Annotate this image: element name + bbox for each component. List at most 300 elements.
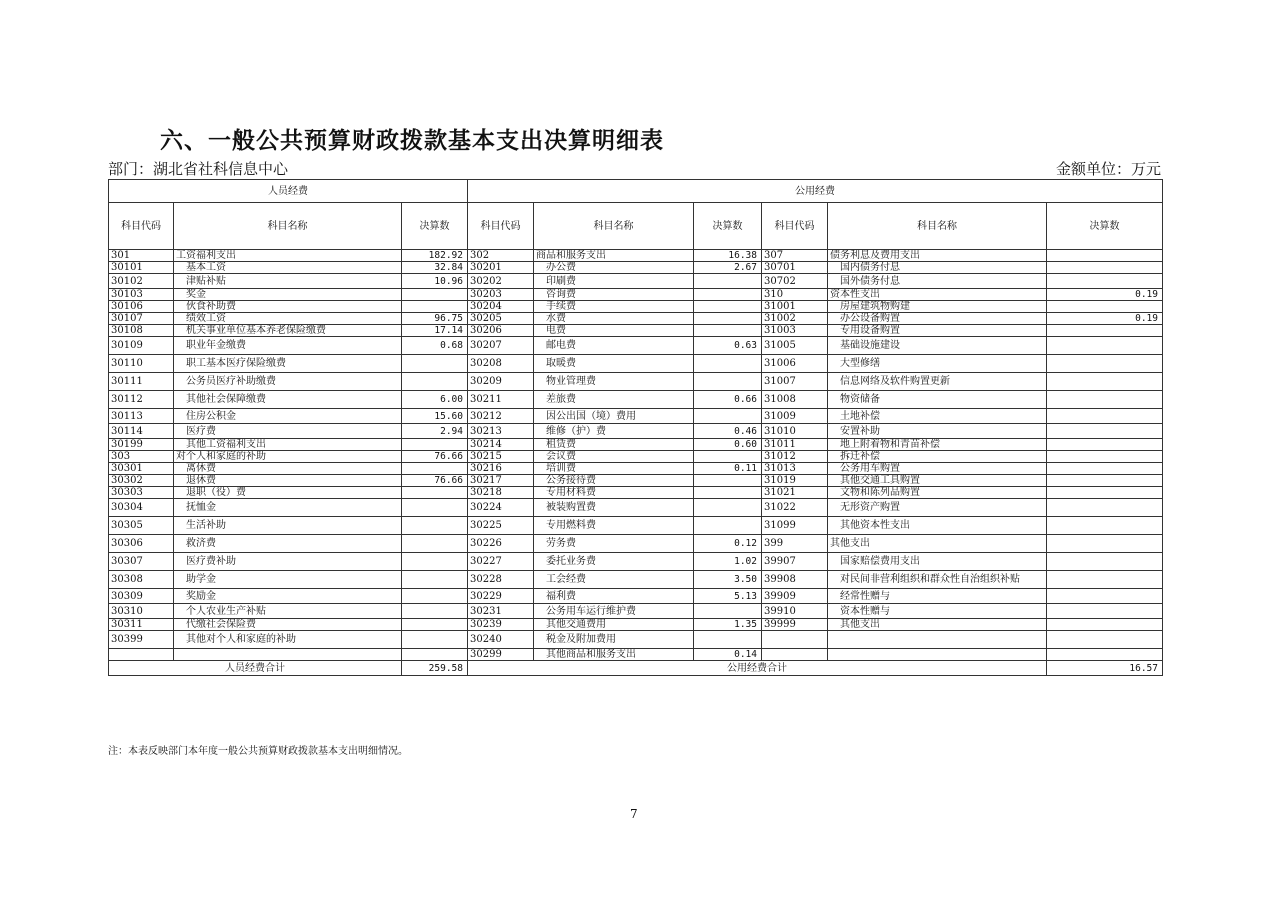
page-number: 7 xyxy=(630,807,638,821)
amount-cell xyxy=(1047,571,1163,589)
item-name-cell: 安置补助 xyxy=(828,424,1047,439)
item-name-cell: 大型修缮 xyxy=(828,355,1047,373)
item-name-cell: 抚恤金 xyxy=(174,499,402,517)
item-name-cell: 委托业务费 xyxy=(534,553,694,571)
item-name-cell: 对个人和家庭的补助 xyxy=(174,451,402,463)
amount-cell xyxy=(694,289,762,301)
table-row xyxy=(109,589,1163,604)
item-name-cell: 资本性赠与 xyxy=(828,604,1047,619)
code-cell xyxy=(762,649,828,661)
code-cell: 30101 xyxy=(109,262,174,274)
code-cell: 30310 xyxy=(109,604,174,619)
code-cell: 30213 xyxy=(468,424,534,439)
amount-cell xyxy=(1047,517,1163,535)
amount-cell xyxy=(1047,409,1163,424)
code-cell: 30216 xyxy=(468,463,534,475)
code-cell: 30212 xyxy=(468,409,534,424)
item-name-cell: 助学金 xyxy=(174,571,402,589)
item-name-cell: 物业管理费 xyxy=(534,373,694,391)
item-name-cell: 医疗费 xyxy=(174,424,402,439)
amount-cell xyxy=(694,487,762,499)
item-name-cell: 物资储备 xyxy=(828,391,1047,409)
code-cell: 30107 xyxy=(109,313,174,325)
col-amount-header: 决算数 xyxy=(694,203,762,250)
table-row xyxy=(109,451,1163,463)
item-name-cell: 会议费 xyxy=(534,451,694,463)
amount-cell xyxy=(1047,535,1163,553)
code-cell: 31008 xyxy=(762,391,828,409)
item-name-cell: 其他交通工具购置 xyxy=(828,475,1047,487)
amount-cell xyxy=(402,571,468,589)
code-cell xyxy=(762,631,828,649)
unit-label: 金额单位：万元 xyxy=(1055,160,1161,178)
amount-cell xyxy=(402,589,468,604)
amount-cell xyxy=(1047,424,1163,439)
amount-cell xyxy=(694,604,762,619)
item-name-cell: 退职（役）费 xyxy=(174,487,402,499)
table-row xyxy=(109,631,1163,649)
item-name-cell: 工会经费 xyxy=(534,571,694,589)
amount-cell xyxy=(402,463,468,475)
amount-cell xyxy=(1047,262,1163,274)
item-name-cell: 退休费 xyxy=(174,475,402,487)
item-name-cell: 公务员医疗补助缴费 xyxy=(174,373,402,391)
amount-cell xyxy=(402,301,468,313)
code-cell: 39908 xyxy=(762,571,828,589)
amount-cell: 0.14 xyxy=(694,649,762,661)
amount-cell xyxy=(402,499,468,517)
col-name-header: 科目名称 xyxy=(828,203,1047,250)
amount-cell xyxy=(694,631,762,649)
item-name-cell: 其他商品和服务支出 xyxy=(534,649,694,661)
code-cell: 30301 xyxy=(109,463,174,475)
code-cell: 30239 xyxy=(468,619,534,631)
item-name-cell: 土地补偿 xyxy=(828,409,1047,424)
item-name-cell: 电费 xyxy=(534,325,694,337)
item-name-cell: 机关事业单位基本养老保险缴费 xyxy=(174,325,402,337)
code-cell: 31021 xyxy=(762,487,828,499)
item-name-cell: 经常性赠与 xyxy=(828,589,1047,604)
personnel-total-label: 人员经费合计 xyxy=(109,661,402,676)
item-name-cell: 伙食补助费 xyxy=(174,301,402,313)
item-name-cell: 培训费 xyxy=(534,463,694,475)
amount-cell xyxy=(694,355,762,373)
amount-cell xyxy=(1047,487,1163,499)
item-name-cell: 办公设备购置 xyxy=(828,313,1047,325)
table-row xyxy=(109,487,1163,499)
item-name-cell: 信息网络及软件购置更新 xyxy=(828,373,1047,391)
footnote: 注：本表反映部门本年度一般公共预算财政拨款基本支出明细情况。 xyxy=(108,746,408,757)
amount-cell: 10.96 xyxy=(402,274,468,289)
amount-cell xyxy=(1047,604,1163,619)
code-cell: 30309 xyxy=(109,589,174,604)
amount-cell: 0.11 xyxy=(694,463,762,475)
table-row xyxy=(109,391,1163,409)
amount-cell: 0.68 xyxy=(402,337,468,355)
amount-cell xyxy=(694,373,762,391)
code-cell: 31003 xyxy=(762,325,828,337)
code-cell: 30103 xyxy=(109,289,174,301)
col-code-header: 科目代码 xyxy=(762,203,828,250)
item-name-cell: 商品和服务支出 xyxy=(534,250,694,262)
amount-cell xyxy=(694,475,762,487)
amount-cell: 96.75 xyxy=(402,313,468,325)
item-name-cell xyxy=(828,649,1047,661)
amount-cell xyxy=(694,274,762,289)
item-name-cell: 租赁费 xyxy=(534,439,694,451)
item-name-cell: 无形资产购置 xyxy=(828,499,1047,517)
code-cell: 39907 xyxy=(762,553,828,571)
amount-cell xyxy=(1047,649,1163,661)
item-name-cell: 工资福利支出 xyxy=(174,250,402,262)
code-cell: 303 xyxy=(109,451,174,463)
code-cell: 30208 xyxy=(468,355,534,373)
code-cell: 30302 xyxy=(109,475,174,487)
amount-cell xyxy=(694,325,762,337)
item-name-cell: 因公出国（境）费用 xyxy=(534,409,694,424)
item-name-cell: 地上附着物和青苗补偿 xyxy=(828,439,1047,451)
code-cell: 31099 xyxy=(762,517,828,535)
item-name-cell: 房屋建筑物购建 xyxy=(828,301,1047,313)
amount-cell: 1.02 xyxy=(694,553,762,571)
code-cell: 30113 xyxy=(109,409,174,424)
item-name-cell: 其他支出 xyxy=(828,535,1047,553)
amount-cell: 182.92 xyxy=(402,250,468,262)
table-row xyxy=(109,325,1163,337)
amount-cell xyxy=(1047,337,1163,355)
amount-cell xyxy=(694,451,762,463)
table-row xyxy=(109,274,1163,289)
code-cell: 30102 xyxy=(109,274,174,289)
item-name-cell: 住房公积金 xyxy=(174,409,402,424)
item-name-cell: 基本工资 xyxy=(174,262,402,274)
code-cell: 30203 xyxy=(468,289,534,301)
amount-cell: 0.12 xyxy=(694,535,762,553)
code-cell: 31010 xyxy=(762,424,828,439)
item-name-cell: 其他交通费用 xyxy=(534,619,694,631)
amount-cell xyxy=(402,289,468,301)
item-name-cell: 税金及附加费用 xyxy=(534,631,694,649)
code-cell: 30240 xyxy=(468,631,534,649)
amount-cell xyxy=(694,517,762,535)
code-cell: 30199 xyxy=(109,439,174,451)
amount-cell xyxy=(1047,391,1163,409)
code-cell: 31002 xyxy=(762,313,828,325)
code-cell: 30226 xyxy=(468,535,534,553)
amount-cell: 2.94 xyxy=(402,424,468,439)
code-cell: 30303 xyxy=(109,487,174,499)
amount-cell xyxy=(1047,631,1163,649)
table-row xyxy=(109,424,1163,439)
table-row xyxy=(109,262,1163,274)
item-name-cell: 国家赔偿费用支出 xyxy=(828,553,1047,571)
amount-cell xyxy=(694,313,762,325)
code-cell: 30204 xyxy=(468,301,534,313)
col-name-header: 科目名称 xyxy=(174,203,402,250)
amount-cell: 5.13 xyxy=(694,589,762,604)
code-cell: 30111 xyxy=(109,373,174,391)
amount-cell: 0.19 xyxy=(1047,289,1163,301)
code-cell: 30304 xyxy=(109,499,174,517)
amount-cell: 0.66 xyxy=(694,391,762,409)
table-row xyxy=(109,373,1163,391)
public-total-value: 16.57 xyxy=(1047,661,1163,676)
code-cell: 310 xyxy=(762,289,828,301)
code-cell: 30211 xyxy=(468,391,534,409)
item-name-cell: 公务接待费 xyxy=(534,475,694,487)
item-name-cell: 其他工资福利支出 xyxy=(174,439,402,451)
amount-cell xyxy=(402,439,468,451)
code-cell: 30702 xyxy=(762,274,828,289)
item-name-cell: 救济费 xyxy=(174,535,402,553)
item-name-cell: 专用燃料费 xyxy=(534,517,694,535)
amount-cell xyxy=(402,487,468,499)
code-cell: 31001 xyxy=(762,301,828,313)
item-name-cell: 国外债务付息 xyxy=(828,274,1047,289)
amount-cell xyxy=(1047,250,1163,262)
code-cell: 31009 xyxy=(762,409,828,424)
amount-cell xyxy=(694,409,762,424)
item-name-cell: 印刷费 xyxy=(534,274,694,289)
table-row xyxy=(109,517,1163,535)
code-cell: 399 xyxy=(762,535,828,553)
table-row xyxy=(109,337,1163,355)
item-name-cell: 对民间非营利组织和群众性自治组织补贴 xyxy=(828,571,1047,589)
item-name-cell: 生活补助 xyxy=(174,517,402,535)
item-name-cell: 奖励金 xyxy=(174,589,402,604)
amount-cell xyxy=(694,301,762,313)
item-name-cell: 绩效工资 xyxy=(174,313,402,325)
item-name-cell: 手续费 xyxy=(534,301,694,313)
code-cell: 30228 xyxy=(468,571,534,589)
department-label: 部门：湖北省社科信息中心 xyxy=(108,160,289,178)
item-name-cell: 公务用车购置 xyxy=(828,463,1047,475)
amount-cell xyxy=(1047,355,1163,373)
code-cell: 30207 xyxy=(468,337,534,355)
amount-cell: 32.84 xyxy=(402,262,468,274)
item-name-cell: 福利费 xyxy=(534,589,694,604)
item-name-cell: 文物和陈列品购置 xyxy=(828,487,1047,499)
amount-cell xyxy=(402,631,468,649)
item-name-cell: 个人农业生产补贴 xyxy=(174,604,402,619)
item-name-cell: 津贴补贴 xyxy=(174,274,402,289)
amount-cell xyxy=(1047,499,1163,517)
code-cell: 30214 xyxy=(468,439,534,451)
col-amount-header: 决算数 xyxy=(1047,203,1163,250)
amount-cell: 2.67 xyxy=(694,262,762,274)
amount-cell xyxy=(1047,274,1163,289)
amount-cell xyxy=(1047,589,1163,604)
code-cell: 30224 xyxy=(468,499,534,517)
amount-cell: 6.00 xyxy=(402,391,468,409)
item-name-cell: 代缴社会保险费 xyxy=(174,619,402,631)
amount-cell xyxy=(1047,301,1163,313)
amount-cell xyxy=(402,373,468,391)
code-cell: 30202 xyxy=(468,274,534,289)
code-cell: 30229 xyxy=(468,589,534,604)
item-name-cell: 医疗费补助 xyxy=(174,553,402,571)
code-cell: 30109 xyxy=(109,337,174,355)
code-cell: 30205 xyxy=(468,313,534,325)
code-cell: 30112 xyxy=(109,391,174,409)
item-name-cell: 债务利息及费用支出 xyxy=(828,250,1047,262)
code-cell: 30218 xyxy=(468,487,534,499)
amount-cell xyxy=(1047,463,1163,475)
col-name-header: 科目名称 xyxy=(534,203,694,250)
code-cell: 31006 xyxy=(762,355,828,373)
amount-cell xyxy=(402,649,468,661)
table-row xyxy=(109,439,1163,451)
public-header: 公用经费 xyxy=(468,180,1163,203)
amount-cell: 0.46 xyxy=(694,424,762,439)
amount-cell xyxy=(402,604,468,619)
expenditure-table xyxy=(108,179,1163,676)
code-cell: 30215 xyxy=(468,451,534,463)
code-cell: 30399 xyxy=(109,631,174,649)
code-cell: 39999 xyxy=(762,619,828,631)
item-name-cell xyxy=(174,649,402,661)
table-row xyxy=(109,355,1163,373)
item-name-cell xyxy=(828,631,1047,649)
amount-cell: 16.38 xyxy=(694,250,762,262)
code-cell: 31013 xyxy=(762,463,828,475)
code-cell: 30701 xyxy=(762,262,828,274)
code-cell: 30307 xyxy=(109,553,174,571)
code-cell: 30106 xyxy=(109,301,174,313)
item-name-cell: 咨询费 xyxy=(534,289,694,301)
item-name-cell: 资本性支出 xyxy=(828,289,1047,301)
item-name-cell: 专用材料费 xyxy=(534,487,694,499)
public-total-label: 公用经费合计 xyxy=(468,661,1047,676)
item-name-cell: 公务用车运行维护费 xyxy=(534,604,694,619)
amount-cell: 3.50 xyxy=(694,571,762,589)
amount-cell xyxy=(402,619,468,631)
code-cell: 31011 xyxy=(762,439,828,451)
code-cell: 30201 xyxy=(468,262,534,274)
item-name-cell: 差旅费 xyxy=(534,391,694,409)
code-cell: 30114 xyxy=(109,424,174,439)
amount-cell: 0.63 xyxy=(694,337,762,355)
amount-cell: 76.66 xyxy=(402,475,468,487)
item-name-cell: 劳务费 xyxy=(534,535,694,553)
code-cell: 39909 xyxy=(762,589,828,604)
amount-cell xyxy=(694,499,762,517)
code-cell: 30299 xyxy=(468,649,534,661)
page-title: 六、一般公共预算财政拨款基本支出决算明细表 xyxy=(160,128,664,154)
code-cell: 31007 xyxy=(762,373,828,391)
item-name-cell: 其他对个人和家庭的补助 xyxy=(174,631,402,649)
code-cell: 30108 xyxy=(109,325,174,337)
code-cell xyxy=(109,649,174,661)
personnel-total-value: 259.58 xyxy=(402,661,468,676)
table-row xyxy=(109,463,1163,475)
item-name-cell: 被装购置费 xyxy=(534,499,694,517)
code-cell: 307 xyxy=(762,250,828,262)
amount-cell xyxy=(1047,475,1163,487)
item-name-cell: 其他资本性支出 xyxy=(828,517,1047,535)
item-name-cell: 基础设施建设 xyxy=(828,337,1047,355)
amount-cell xyxy=(1047,439,1163,451)
item-name-cell: 取暖费 xyxy=(534,355,694,373)
item-name-cell: 国内债务付息 xyxy=(828,262,1047,274)
item-name-cell: 邮电费 xyxy=(534,337,694,355)
table-row xyxy=(109,649,1163,661)
personnel-header: 人员经费 xyxy=(109,180,468,203)
amount-cell xyxy=(402,535,468,553)
table-row xyxy=(109,409,1163,424)
table-row xyxy=(109,289,1163,301)
item-name-cell: 职工基本医疗保险缴费 xyxy=(174,355,402,373)
code-cell: 31019 xyxy=(762,475,828,487)
amount-cell: 0.19 xyxy=(1047,313,1163,325)
table-row xyxy=(109,301,1163,313)
table-row xyxy=(109,313,1163,325)
item-name-cell: 水费 xyxy=(534,313,694,325)
code-cell: 30206 xyxy=(468,325,534,337)
table-row xyxy=(109,553,1163,571)
item-name-cell: 离休费 xyxy=(174,463,402,475)
item-name-cell: 专用设备购置 xyxy=(828,325,1047,337)
amount-cell xyxy=(402,517,468,535)
item-name-cell: 其他社会保障缴费 xyxy=(174,391,402,409)
item-name-cell: 职业年金缴费 xyxy=(174,337,402,355)
col-code-header: 科目代码 xyxy=(468,203,534,250)
code-cell: 31022 xyxy=(762,499,828,517)
table-row xyxy=(109,604,1163,619)
amount-cell: 17.14 xyxy=(402,325,468,337)
code-cell: 39910 xyxy=(762,604,828,619)
amount-cell: 0.60 xyxy=(694,439,762,451)
item-name-cell: 拆迁补偿 xyxy=(828,451,1047,463)
amount-cell xyxy=(1047,619,1163,631)
amount-cell: 15.60 xyxy=(402,409,468,424)
table-row xyxy=(109,571,1163,589)
code-cell: 301 xyxy=(109,250,174,262)
item-name-cell: 办公费 xyxy=(534,262,694,274)
item-name-cell: 其他支出 xyxy=(828,619,1047,631)
code-cell: 30209 xyxy=(468,373,534,391)
col-code-header: 科目代码 xyxy=(109,203,174,250)
amount-cell xyxy=(1047,553,1163,571)
amount-cell xyxy=(402,553,468,571)
table-row xyxy=(109,619,1163,631)
code-cell: 30227 xyxy=(468,553,534,571)
code-cell: 30311 xyxy=(109,619,174,631)
code-cell: 30110 xyxy=(109,355,174,373)
amount-cell xyxy=(1047,373,1163,391)
code-cell: 31005 xyxy=(762,337,828,355)
item-name-cell: 维修（护）费 xyxy=(534,424,694,439)
code-cell: 30217 xyxy=(468,475,534,487)
amount-cell xyxy=(1047,325,1163,337)
code-cell: 31012 xyxy=(762,451,828,463)
code-cell: 30308 xyxy=(109,571,174,589)
table-row xyxy=(109,535,1163,553)
table-row xyxy=(109,475,1163,487)
col-amount-header: 决算数 xyxy=(402,203,468,250)
amount-cell xyxy=(1047,451,1163,463)
item-name-cell: 奖金 xyxy=(174,289,402,301)
code-cell: 302 xyxy=(468,250,534,262)
code-cell: 30306 xyxy=(109,535,174,553)
table-row xyxy=(109,250,1163,262)
amount-cell: 1.35 xyxy=(694,619,762,631)
code-cell: 30225 xyxy=(468,517,534,535)
code-cell: 30305 xyxy=(109,517,174,535)
code-cell: 30231 xyxy=(468,604,534,619)
table-row xyxy=(109,499,1163,517)
amount-cell xyxy=(402,355,468,373)
